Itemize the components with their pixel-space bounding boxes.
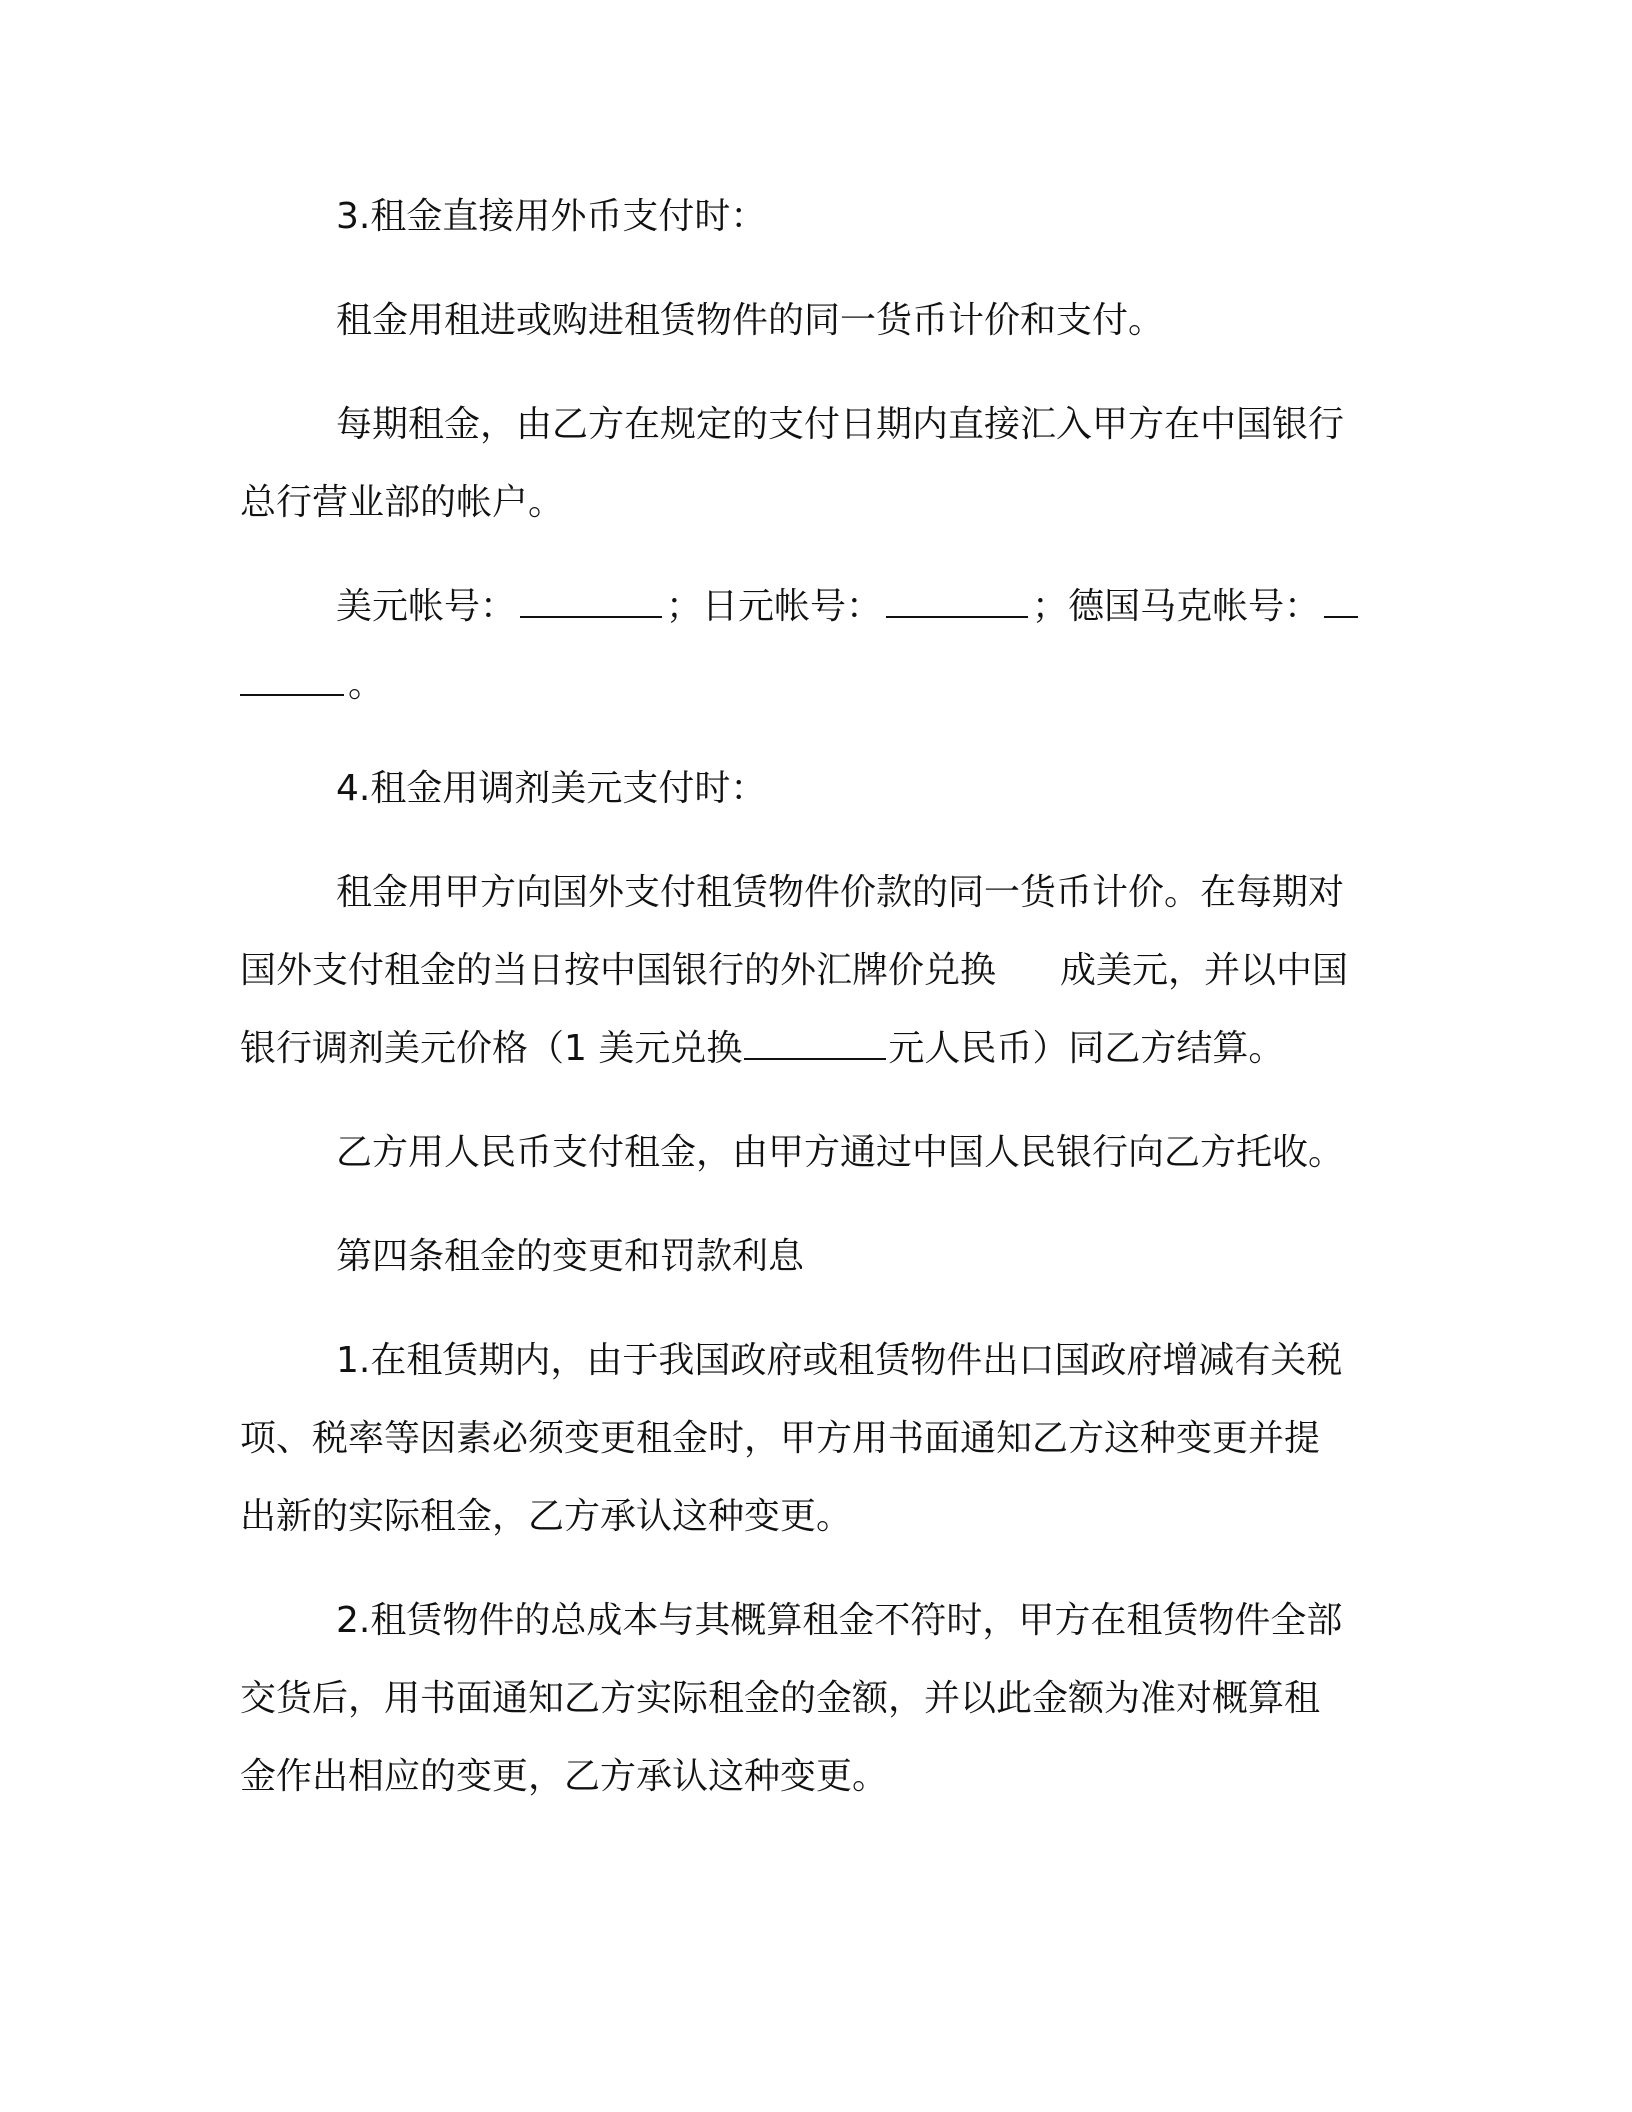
usd-account-label: 美元帐号： bbox=[336, 586, 517, 627]
separator: ； bbox=[1032, 586, 1069, 627]
paragraph-foreign-currency-heading bbox=[240, 178, 1395, 256]
text-line: 4.租金用调剂美元支付时： bbox=[336, 768, 767, 809]
paragraph-adjusted-usd-heading bbox=[240, 750, 1395, 828]
text-line: 交货后，用书面通知乙方实际租金的金额，并以此金额为准对概算租 bbox=[240, 1678, 1321, 1719]
text-line: 出新的实际租金，乙方承认这种变更。 bbox=[240, 1496, 853, 1537]
text-line: 1.在租赁期内，由于我国政府或租赁物件出口国政府增减有关税 bbox=[336, 1340, 1343, 1381]
text-line: 租金用甲方向国外支付租赁物件价款的同一货币计价。在每期对 bbox=[336, 872, 1345, 913]
dem-account-blank-start bbox=[1324, 586, 1358, 618]
text-line: 租金用租进或购进租赁物件的同一货币计价和支付。 bbox=[336, 300, 1165, 341]
text-line bbox=[240, 1010, 1395, 1088]
jpy-account-label: 日元帐号： bbox=[702, 586, 883, 627]
paragraph-tax-change bbox=[240, 1322, 1395, 1556]
exchange-rate-blank bbox=[744, 1028, 886, 1060]
separator: ； bbox=[666, 586, 703, 627]
article-four-heading bbox=[240, 1218, 1395, 1296]
usd-account-blank bbox=[520, 586, 662, 618]
text-line: 2.租赁物件的总成本与其概算租金不符时，甲方在租赁物件全部 bbox=[336, 1600, 1343, 1641]
text-segment: 国外支付租金的当日按中国银行的外汇牌价兑换 bbox=[240, 950, 997, 991]
paragraph-same-currency bbox=[240, 282, 1395, 360]
text-line: 总行营业部的帐户。 bbox=[240, 482, 565, 523]
paragraph-account-numbers bbox=[240, 568, 1395, 724]
dem-account-label: 德国马克帐号： bbox=[1068, 586, 1321, 627]
text-line: 每期租金，由乙方在规定的支付日期内直接汇入甲方在中国银行 bbox=[336, 404, 1345, 445]
text-line bbox=[240, 932, 1395, 1010]
text-line: 3.租金直接用外币支付时： bbox=[336, 196, 767, 237]
paragraph-rmb-collection bbox=[240, 1114, 1395, 1192]
text-line: 乙方用人民币支付租金，由甲方通过中国人民银行向乙方托收。 bbox=[336, 1132, 1345, 1173]
paragraph-payment-remittance bbox=[240, 386, 1395, 542]
text-segment: 元人民币）同乙方结算。 bbox=[888, 1028, 1285, 1069]
text-line: 项、税率等因素必须变更租金时，甲方用书面通知乙方这种变更并提 bbox=[240, 1418, 1321, 1459]
dem-account-blank-end bbox=[240, 664, 344, 696]
text-segment: 成美元，并以中国 bbox=[1060, 950, 1349, 991]
text-segment: 银行调剂美元价格（1 美元兑换 bbox=[240, 1028, 743, 1069]
paragraph-cost-change bbox=[240, 1582, 1395, 1816]
account-line-continued bbox=[240, 646, 1395, 724]
text-line: 第四条租金的变更和罚款利息 bbox=[336, 1236, 805, 1277]
jpy-account-blank bbox=[886, 586, 1028, 618]
period: 。 bbox=[348, 664, 385, 705]
text-line: 金作出相应的变更，乙方承认这种变更。 bbox=[240, 1756, 889, 1797]
paragraph-adjusted-usd-settlement bbox=[240, 854, 1395, 1088]
account-line bbox=[240, 568, 1395, 646]
